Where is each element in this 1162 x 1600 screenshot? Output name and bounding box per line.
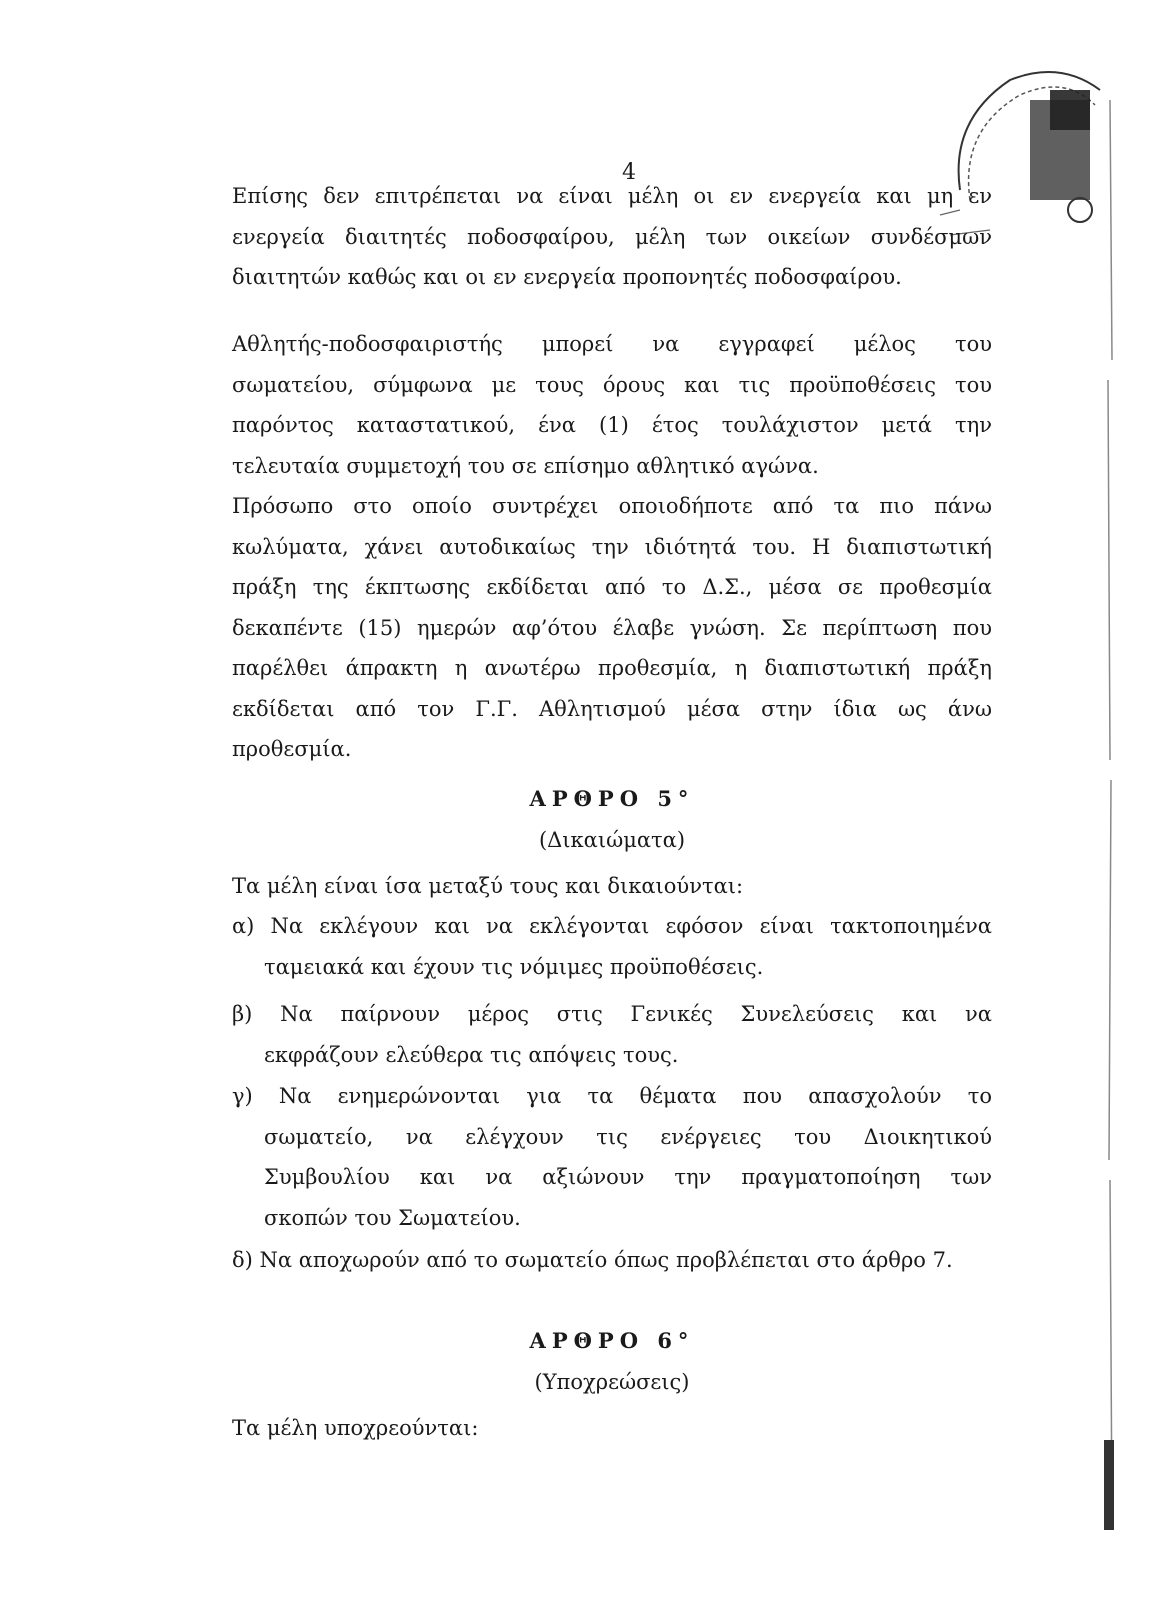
text-line: Συμβουλίου και να αξιώνουν την πραγματοποίηση των bbox=[264, 1165, 992, 1189]
text-line: κωλύματα, χάνει αυτοδικαίως την ιδιότητά του. Η διαπιστωτική bbox=[232, 534, 992, 559]
article-6-subtitle: (Υποχρεώσεις) bbox=[534, 1370, 690, 1394]
article-6-title: ΑΡΘΡΟ 6° bbox=[529, 1328, 695, 1353]
text-line: παρόντος καταστατικού, ένα (1) έτος τουλάχιστον μετά την bbox=[232, 413, 992, 437]
page-number: 4 bbox=[622, 160, 636, 185]
text-line: παρέλθει άπρακτη η ανωτέρω προθεσμία, η διαπιστωτική πράξη bbox=[232, 656, 992, 680]
scan-edge-marks bbox=[1100, 60, 1120, 1540]
text-line: Αθλητής-ποδοσφαιριστής μπορεί να εγγραφεί μέλος του bbox=[232, 332, 992, 356]
list-item-b bbox=[232, 994, 992, 1075]
text-line: σκοπών του Σωματείου. bbox=[264, 1205, 521, 1230]
text-line: Πρόσωπο στο οποίο συντρέχει οποιοδήποτε από τα πιο πάνω bbox=[232, 494, 992, 518]
text-line: δεκαπέντε (15) ημερών αφ’ότου έλαβε γνώση. Σε περίπτωση που bbox=[232, 615, 992, 640]
article-5-intro: Τα μέλη είναι ίσα μεταξύ τους και δικαιούνται: bbox=[232, 874, 744, 898]
text-line: εκδίδεται από τον Γ.Γ. Αθλητισμού μέσα στην ίδια ως άνω bbox=[232, 696, 992, 721]
text-line: τελευταία συμμετοχή του σε επίσημο αθλητικό αγώνα. bbox=[232, 453, 819, 478]
text-line: εκφράζουν ελεύθερα τις απόψεις τους. bbox=[264, 1042, 679, 1067]
text-line: ενεργεία διαιτητές ποδοσφαίρου, μέλη των οικείων συνδέσμων bbox=[232, 224, 992, 249]
text-line: β) Να παίρνουν μέρος στις Γενικές Συνελεύσεις και να bbox=[232, 1002, 992, 1026]
text-line: πράξη της έκπτωσης εκδίδεται από το Δ.Σ., μέσα σε προθεσμία bbox=[232, 575, 992, 599]
article-5-title: ΑΡΘΡΟ 5° bbox=[529, 786, 695, 811]
text-line: προθεσμία. bbox=[232, 737, 352, 761]
list-item-a bbox=[232, 906, 992, 987]
text-line: ταμειακά και έχουν τις νόμιμες προϋποθέσεις. bbox=[264, 954, 764, 979]
text-line: γ) Να ενημερώνονται για τα θέματα που απασχολούν το bbox=[232, 1084, 992, 1108]
text-line: διαιτητών καθώς και οι εν ενεργεία προπονητές ποδοσφαίρου. bbox=[232, 265, 902, 289]
paragraph-3 bbox=[232, 486, 992, 770]
text-line: δ) Να αποχωρούν από το σωματείο όπως προβλέπεται στο άρθρο 7. bbox=[232, 1248, 953, 1272]
paragraph-2 bbox=[232, 324, 992, 486]
paragraph-1 bbox=[232, 176, 992, 298]
text-line: σωματείου, σύμφωνα με τους όρους και τις προϋποθέσεις του bbox=[232, 372, 992, 397]
list-item-c bbox=[232, 1076, 992, 1238]
list-item-d bbox=[232, 1240, 992, 1281]
text-line: Επίσης δεν επιτρέπεται να είναι μέλη οι εν ενεργεία και μη εν bbox=[232, 184, 992, 208]
text-line: σωματείο, να ελέγχουν τις ενέργειες του Διοικητικού bbox=[264, 1124, 992, 1149]
text-line: α) Να εκλέγουν και να εκλέγονται εφόσον είναι τακτοποιημένα bbox=[232, 914, 992, 938]
article-6-intro: Τα μέλη υποχρεούνται: bbox=[232, 1416, 479, 1440]
article-5-subtitle: (Δικαιώματα) bbox=[538, 828, 686, 852]
